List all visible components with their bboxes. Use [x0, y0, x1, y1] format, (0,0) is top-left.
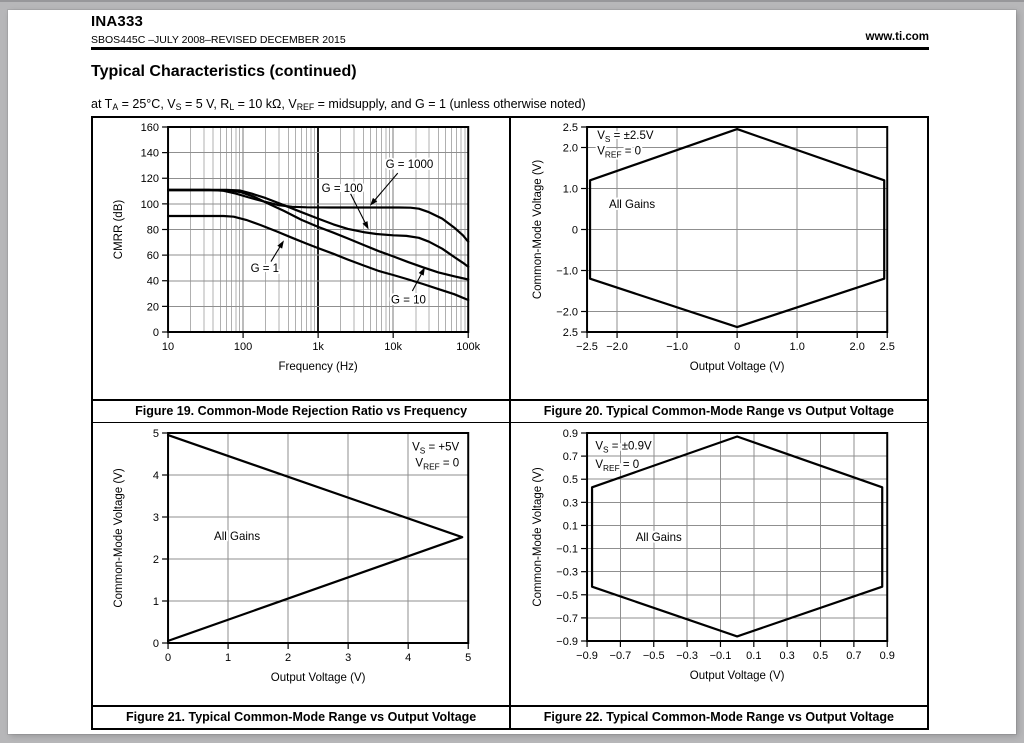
svg-text:VREF = 0: VREF = 0 [597, 145, 641, 160]
svg-text:60: 60 [146, 250, 160, 263]
svg-text:−0.5: −0.5 [556, 589, 578, 602]
svg-text:CMRR (dB): CMRR (dB) [113, 199, 126, 260]
figure20-caption: Figure 20. Typical Common-Mode Range vs Output Voltage [511, 401, 927, 422]
svg-text:−0.1: −0.1 [556, 543, 578, 556]
svg-text:2: 2 [285, 652, 292, 664]
website-link: www.ti.com [865, 31, 929, 43]
svg-text:100: 100 [140, 198, 160, 211]
svg-text:−2.0: −2.0 [605, 341, 628, 353]
svg-text:−1.0: −1.0 [665, 341, 688, 353]
figure21-caption: Figure 21. Typical Common-Mode Range vs Output Voltage [93, 707, 509, 728]
figure22-cell [511, 423, 927, 705]
svg-text:Output Voltage (V): Output Voltage (V) [689, 670, 785, 682]
svg-text:80: 80 [146, 224, 160, 237]
svg-text:2.0: 2.0 [562, 142, 578, 155]
svg-text:10: 10 [161, 341, 175, 353]
svg-text:G = 1000: G = 1000 [385, 159, 434, 172]
datasheet-page [8, 10, 1016, 734]
svg-text:0: 0 [152, 638, 160, 650]
svg-text:1: 1 [225, 652, 232, 664]
svg-text:5: 5 [152, 428, 160, 440]
figure19-caption: Figure 19. Common-Mode Rejection Ratio vs Frequency [93, 401, 509, 422]
svg-text:Output Voltage (V): Output Voltage (V) [689, 361, 785, 373]
svg-text:0.1: 0.1 [562, 520, 578, 533]
svg-text:100: 100 [233, 341, 253, 353]
svg-text:2.5: 2.5 [562, 327, 578, 339]
svg-text:20: 20 [146, 301, 160, 314]
svg-text:0.3: 0.3 [779, 650, 795, 662]
figure22-chart [511, 423, 927, 705]
svg-text:All Gains: All Gains [608, 199, 655, 212]
figure19-cell [93, 118, 509, 399]
svg-text:3: 3 [345, 652, 352, 664]
svg-text:−0.5: −0.5 [642, 650, 665, 662]
svg-text:2.5: 2.5 [562, 122, 578, 134]
svg-text:10k: 10k [384, 341, 403, 353]
figure20-cell [511, 118, 927, 399]
svg-text:160: 160 [140, 122, 160, 134]
svg-text:2.0: 2.0 [849, 341, 865, 353]
svg-text:−0.1: −0.1 [709, 650, 732, 662]
svg-text:−0.9: −0.9 [556, 636, 578, 648]
svg-text:−1.0: −1.0 [556, 265, 578, 278]
svg-text:G = 100: G = 100 [321, 182, 363, 195]
svg-text:1.0: 1.0 [789, 341, 805, 353]
svg-text:−0.7: −0.7 [609, 650, 632, 662]
svg-text:0.1: 0.1 [745, 650, 762, 662]
svg-text:3: 3 [152, 512, 160, 524]
figure20-chart [511, 118, 927, 399]
svg-text:4: 4 [405, 652, 412, 664]
svg-text:0: 0 [571, 224, 578, 237]
test-conditions: at TA = 25°C, VS = 5 V, RL = 10 kΩ, VREF = midsupply, and G = 1 (unless otherwise noted) [91, 97, 586, 113]
svg-text:120: 120 [140, 173, 160, 186]
svg-text:−2.0: −2.0 [556, 306, 578, 319]
svg-text:1k: 1k [312, 341, 324, 353]
svg-text:G = 1: G = 1 [250, 262, 280, 275]
svg-text:140: 140 [140, 147, 160, 160]
document-code: SBOS445C –JULY 2008–REVISED DECEMBER 2015 [91, 34, 346, 46]
svg-text:All Gains: All Gains [214, 530, 261, 543]
svg-text:Frequency (Hz): Frequency (Hz) [278, 361, 358, 373]
svg-text:−0.7: −0.7 [556, 612, 578, 625]
svg-text:0.9: 0.9 [562, 428, 578, 440]
svg-text:VS = ±0.9V: VS = ±0.9V [595, 440, 652, 455]
figure22-caption: Figure 22. Typical Common-Mode Range vs Output Voltage [511, 707, 927, 728]
svg-text:0: 0 [164, 652, 172, 664]
part-number: INA333 [91, 13, 144, 30]
svg-text:0.3: 0.3 [562, 497, 578, 510]
svg-text:0: 0 [152, 327, 160, 339]
figure19-chart [93, 118, 509, 399]
figure21-cell [93, 423, 509, 705]
svg-text:VREF = 0: VREF = 0 [415, 457, 460, 472]
svg-text:0.7: 0.7 [845, 650, 862, 662]
svg-text:4: 4 [152, 470, 160, 482]
svg-text:−0.9: −0.9 [575, 650, 598, 662]
svg-text:0.7: 0.7 [562, 451, 578, 464]
svg-text:2.5: 2.5 [879, 341, 895, 353]
svg-text:5: 5 [465, 652, 472, 664]
svg-text:Common-Mode Voltage (V): Common-Mode Voltage (V) [113, 468, 126, 608]
svg-text:VS = +5V: VS = +5V [412, 441, 460, 456]
svg-text:−0.3: −0.3 [675, 650, 698, 662]
svg-text:0: 0 [733, 341, 740, 353]
svg-text:−2.5: −2.5 [575, 341, 598, 353]
svg-text:Common-Mode Voltage (V): Common-Mode Voltage (V) [531, 467, 544, 607]
figure21-chart [93, 423, 509, 705]
header-rule [91, 47, 929, 50]
figure-table [91, 116, 929, 730]
svg-text:Common-Mode Voltage (V): Common-Mode Voltage (V) [531, 159, 544, 300]
svg-text:All Gains: All Gains [635, 532, 682, 544]
svg-text:0.5: 0.5 [562, 474, 578, 487]
svg-text:VS = ±2.5V: VS = ±2.5V [597, 130, 654, 145]
svg-text:0.9: 0.9 [879, 650, 895, 662]
viewer-top-edge [0, 0, 1024, 2]
svg-text:1: 1 [152, 596, 160, 608]
svg-text:−0.3: −0.3 [556, 566, 578, 579]
svg-text:40: 40 [146, 275, 160, 288]
svg-text:VREF = 0: VREF = 0 [595, 459, 639, 474]
svg-text:100k: 100k [456, 341, 481, 353]
svg-text:2: 2 [152, 554, 160, 566]
svg-text:G = 10: G = 10 [391, 294, 426, 307]
svg-text:0.5: 0.5 [812, 650, 828, 662]
svg-text:1.0: 1.0 [562, 183, 578, 196]
section-title: Typical Characteristics (continued) [91, 63, 357, 80]
svg-text:Output Voltage (V): Output Voltage (V) [270, 672, 366, 684]
